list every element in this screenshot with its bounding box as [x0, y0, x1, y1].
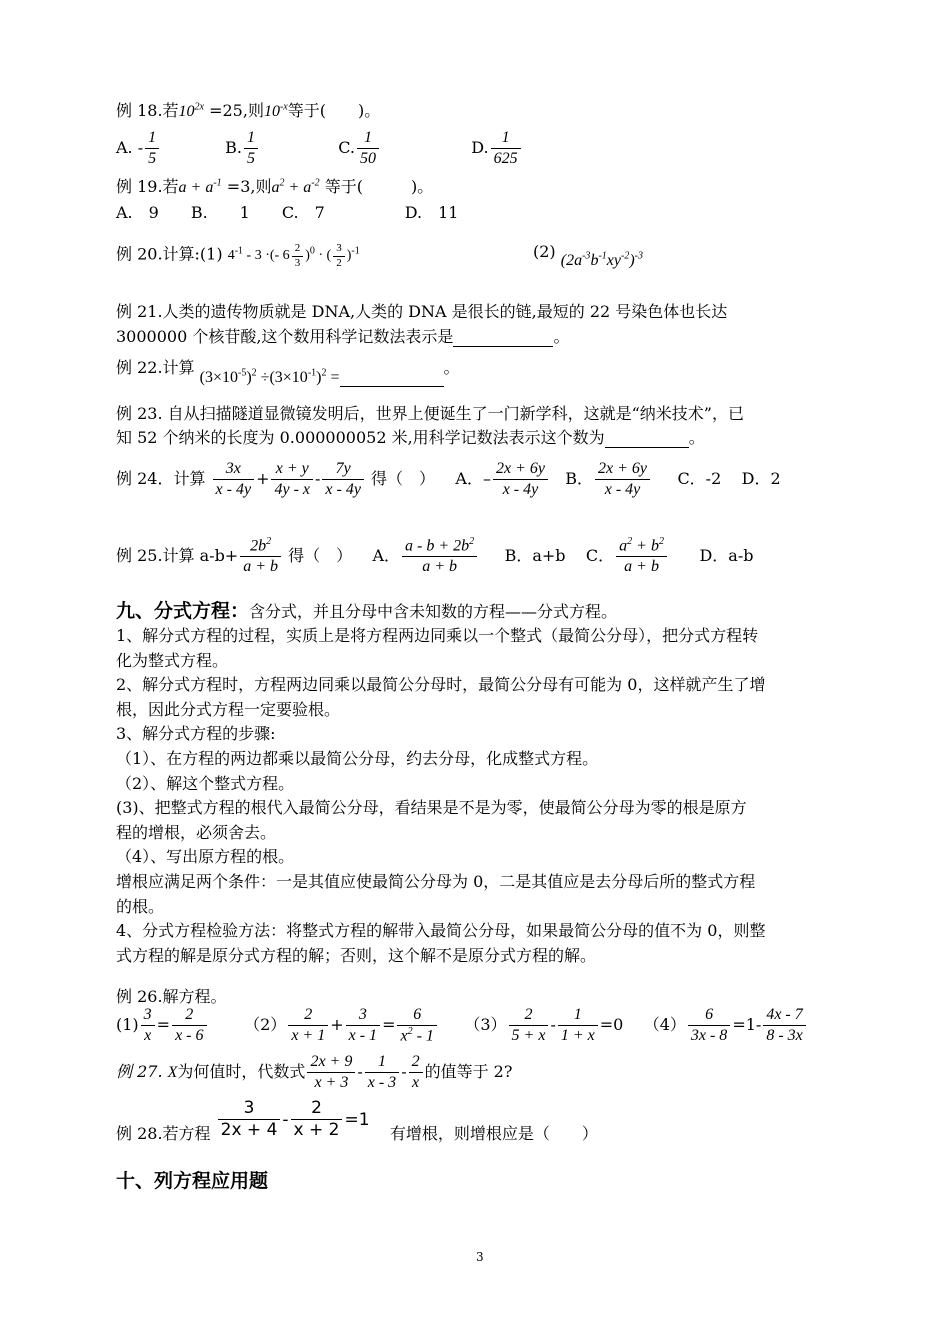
ex25-get: 得（ ）	[288, 546, 353, 566]
ex20-part2-label: (2)	[533, 242, 556, 261]
ex26-frac: $\frac{2}{5 + x}$	[509, 1005, 549, 1046]
page-number: 3	[476, 1250, 484, 1264]
ex26-frac: $\frac{1}{1 + x}$	[558, 1005, 598, 1046]
ex19-expr2: $a^2 + a^{-2}$	[271, 177, 320, 196]
ex28-equation: $\frac{3}{2x + 4}$ - $\frac{2}{x + 2}$ =1	[216, 1110, 370, 1130]
ex20-label: 例 20.计算:(1)	[116, 244, 223, 264]
body-line: 的根。	[116, 897, 165, 916]
ex24-frac2: $\frac{x + y}{4y - x}$	[271, 459, 313, 500]
ex27-var: X	[167, 1064, 178, 1081]
ex24-frac-b: $\frac{2x + 6y}{x - 4y}$	[595, 459, 650, 500]
body-line: 3、解分式方程的步骤:	[116, 724, 276, 743]
ex26-part3: （3）	[464, 1015, 507, 1035]
ex24-get: 得（ ）	[371, 469, 436, 488]
example-19-question	[116, 177, 433, 197]
ex26-frac: $\frac{4x - 7}{8 - 3x}$	[763, 1005, 805, 1046]
ex18-opt-c: C.	[338, 138, 355, 157]
body-line: （2）、解这个整式方程。	[116, 774, 295, 793]
ex20-expr1: $4^{-1} - 3$ ·(- 6 $\frac{2}{3}$ )$^0$ · ( $\frac{3}{2}$ )$^{-1}$	[227, 242, 360, 269]
ex27-end: 的值等于 2?	[424, 1062, 513, 1081]
example-20-question	[116, 242, 360, 271]
example-26-equations: (1) $\frac{3}{x}$ = $\frac{2}{x - 6}$ （2） $\frac{2}{x + 1}$ + $\frac{3}{x - 1}$ = $\frac{6}{x^2 - 1}$ （3） $\frac{2}{5 + x}$ - $\frac{1}{1 + x}$ =0 （4） $\frac{6}{3x - 8}$ =1- $\frac{4x - 7}{8 - 3x}$	[116, 1005, 808, 1046]
section-10-title: 十、列方程应用题	[116, 1170, 269, 1192]
ex27-frac: $\frac{2x + 9}{x + 3}$	[307, 1052, 355, 1093]
ex26-part1: (1)	[116, 1015, 139, 1035]
body-line: 化为整式方程。	[116, 651, 229, 670]
ex18-opt-a: A. -	[116, 138, 144, 157]
ex18-opt-d: D.	[471, 138, 489, 157]
body-line: （1）、在方程的两边都乘以最简公分母，约去分母，化成整式方程。	[116, 749, 599, 768]
ex21-text: 3000000 个核苷酸,这个数用科学记数法表示是	[116, 327, 454, 346]
ex22-label: 例 22.计算	[116, 358, 195, 377]
ex19-label: 例 19.若	[116, 177, 179, 196]
example-19-options: A. 9 B. 1 C. 7 D. 11	[116, 203, 459, 222]
example-24-question: 例 24．计算 $\frac{3x}{x - 4y}$ + $\frac{x + y}{4y - x}$ - $\frac{7y}{x - 4y}$ 得（ ） A．– $\frac{2x + 6y}{x - 4y}$ B． $\frac{2x + 6y}{x - 4y}$ C．-2 D．2	[116, 460, 781, 498]
ex24-opt-b: B．	[565, 469, 593, 488]
ex24-opt-a: A．	[455, 469, 483, 488]
ex21-end: 。	[553, 327, 570, 346]
ex22-answer-blank[interactable]	[340, 367, 444, 387]
ex20-expr2: $(2a^{-3}b^{-1}xy^{-2})^{-3}$	[560, 250, 643, 269]
example-18-question	[116, 101, 380, 121]
ex18-cond: =25,则	[209, 101, 264, 120]
ex18-label: 例 18.若	[116, 101, 179, 120]
ex24-opt-d: D．2	[741, 469, 781, 488]
ex27-mid: 为何值时，代数式	[177, 1062, 306, 1081]
example-28-question	[116, 1098, 598, 1142]
ex19-expr1: $a + a^{-1}$	[178, 177, 222, 196]
body-line: (3)、把整式方程的根代入最简公分母，看结果是不是为零，使最简公分母为零的根是原方	[116, 798, 747, 817]
body-line: 增根应满足两个条件：一是其值应使最简公分母为 0，二是其值应是去分母后所的整式方程	[116, 872, 756, 891]
body-line: 程的增根，必须舍去。	[116, 823, 277, 842]
ex23-text: 知 52 个纳米的长度为 0.000000052 米,用科学记数法表示这个数为	[116, 428, 605, 447]
ex24-frac1: $\frac{3x}{x - 4y}$	[213, 459, 255, 500]
body-line: 1、解分式方程的过程，实质上是将方程两边同乘以一个整式（最简公分母），把分式方程转	[116, 626, 759, 645]
example-27-question: 例 27. X为何值时，代数式 $\frac{2x + 9}{x + 3}$ - $\frac{1}{x - 3}$ - $\frac{2}{x}$ 的值等于 2?	[116, 1053, 513, 1091]
body-line: 2、解分式方程时，方程两边同乘以最简公分母时，最简公分母有可能为 0，这样就产生了增	[116, 675, 766, 694]
example-22-question	[116, 358, 460, 386]
body-line: 根，因此分式方程一定要验根。	[116, 700, 341, 719]
ex26-frac: $\frac{3}{x - 1}$	[346, 1005, 380, 1046]
section-9-heading	[116, 600, 617, 623]
ex26-frac: $\frac{2}{x - 6}$	[172, 1005, 206, 1046]
ex23-end: 。	[688, 428, 705, 447]
ex27-frac: $\frac{1}{x - 3}$	[365, 1052, 399, 1093]
example-26-label: 例 26.解方程。	[116, 987, 227, 1006]
ex28-label: 例 28.若方程	[116, 1123, 211, 1143]
ex24-frac-a: $\frac{2x + 6y}{x - 4y}$	[493, 459, 548, 500]
section-10-heading	[116, 1170, 268, 1193]
ex24-opt-c: C．-2	[677, 469, 722, 488]
body-line: 4、分式方程检验方法：将整式方程的解带入最简公分母，如果最简公分母的值不为 0，则整	[116, 921, 766, 940]
ex28-end: 有增根，则增根应是（ ）	[389, 1123, 598, 1143]
ex25-opt-d: D．a-b	[699, 546, 754, 566]
example-20-part2	[533, 242, 643, 269]
ex26-frac: $\frac{2}{x + 1}$	[288, 1005, 328, 1046]
ex18-opt-b: B.	[225, 138, 242, 157]
ex25-frac: $\frac{2b^2}{a + b}$	[240, 536, 281, 577]
ex27-frac: $\frac{2}{x}$	[409, 1052, 423, 1093]
ex21-answer-blank[interactable]	[453, 327, 553, 347]
ex24-label: 例 24．计算	[116, 469, 206, 488]
section-9-title: 九、分式方程：	[116, 600, 250, 622]
ex18-frac-c: $\frac{1}{50}$	[357, 128, 379, 169]
ex18-expr2: $10^{-x}$	[263, 101, 288, 120]
example-23-line2	[116, 428, 705, 448]
ex18-ask: 等于( )。	[287, 101, 381, 120]
ex22-end: 。	[443, 358, 460, 377]
example-21-line1: 例 21.人类的遗传物质就是 DNA,人类的 DNA 是很长的链,最短的 22 号染色体也长达	[116, 302, 728, 321]
body-line: 式方程的解是原分式方程的解；否则，这个解不是原分式方程的解。	[116, 946, 597, 965]
ex25-frac-a: $\frac{a - b + 2b^2}{a + b}$	[402, 536, 477, 577]
body-line: （4）、写出原方程的根。	[116, 847, 295, 866]
ex25-opt-a: A．	[372, 546, 401, 566]
ex23-answer-blank[interactable]	[605, 428, 689, 448]
example-18-options	[116, 128, 523, 169]
ex25-label: 例 25.计算 a-b+	[116, 546, 239, 566]
ex25-opt-c: C．	[585, 546, 615, 566]
ex18-expr1: $10^{2x}$	[178, 101, 204, 120]
ex18-frac-b: $\frac{1}{5}$	[244, 128, 258, 169]
ex26-frac: $\frac{3}{x}$	[141, 1005, 155, 1046]
ex27-label: 例 27.	[116, 1062, 163, 1081]
section-9-definition: 含分式，并且分母中含未知数的方程——分式方程。	[249, 602, 618, 621]
ex26-frac: $\frac{6}{3x - 8}$	[688, 1005, 730, 1046]
ex18-frac-d: $\frac{1}{625}$	[491, 128, 521, 169]
example-21-line2	[116, 327, 569, 347]
example-25-question	[116, 536, 753, 577]
ex26-part4: （4）	[643, 1015, 686, 1035]
ex26-part2: （2）	[244, 1015, 287, 1035]
ex22-expr: $(3\times 10^{-5})^2 \div(3\times 10^{-1})^2$ =	[199, 367, 340, 386]
ex25-frac-c: $\frac{a^2 + b^2}{a + b}$	[616, 536, 667, 577]
ex19-ask: 等于( )。	[324, 177, 434, 196]
ex26-frac: $\frac{6}{x^2 - 1}$	[397, 1005, 436, 1046]
ex19-cond: =3,则	[226, 177, 272, 196]
example-23-line1: 例 23. 自从扫描隧道显微镜发明后，世界上便诞生了一门新学科，这就是“纳米技术”，已	[116, 404, 744, 423]
ex18-frac-a: $\frac{1}{5}$	[145, 128, 159, 169]
ex24-frac3: $\frac{7y}{x - 4y}$	[322, 459, 364, 500]
ex25-opt-b: B．a+b	[504, 546, 566, 566]
